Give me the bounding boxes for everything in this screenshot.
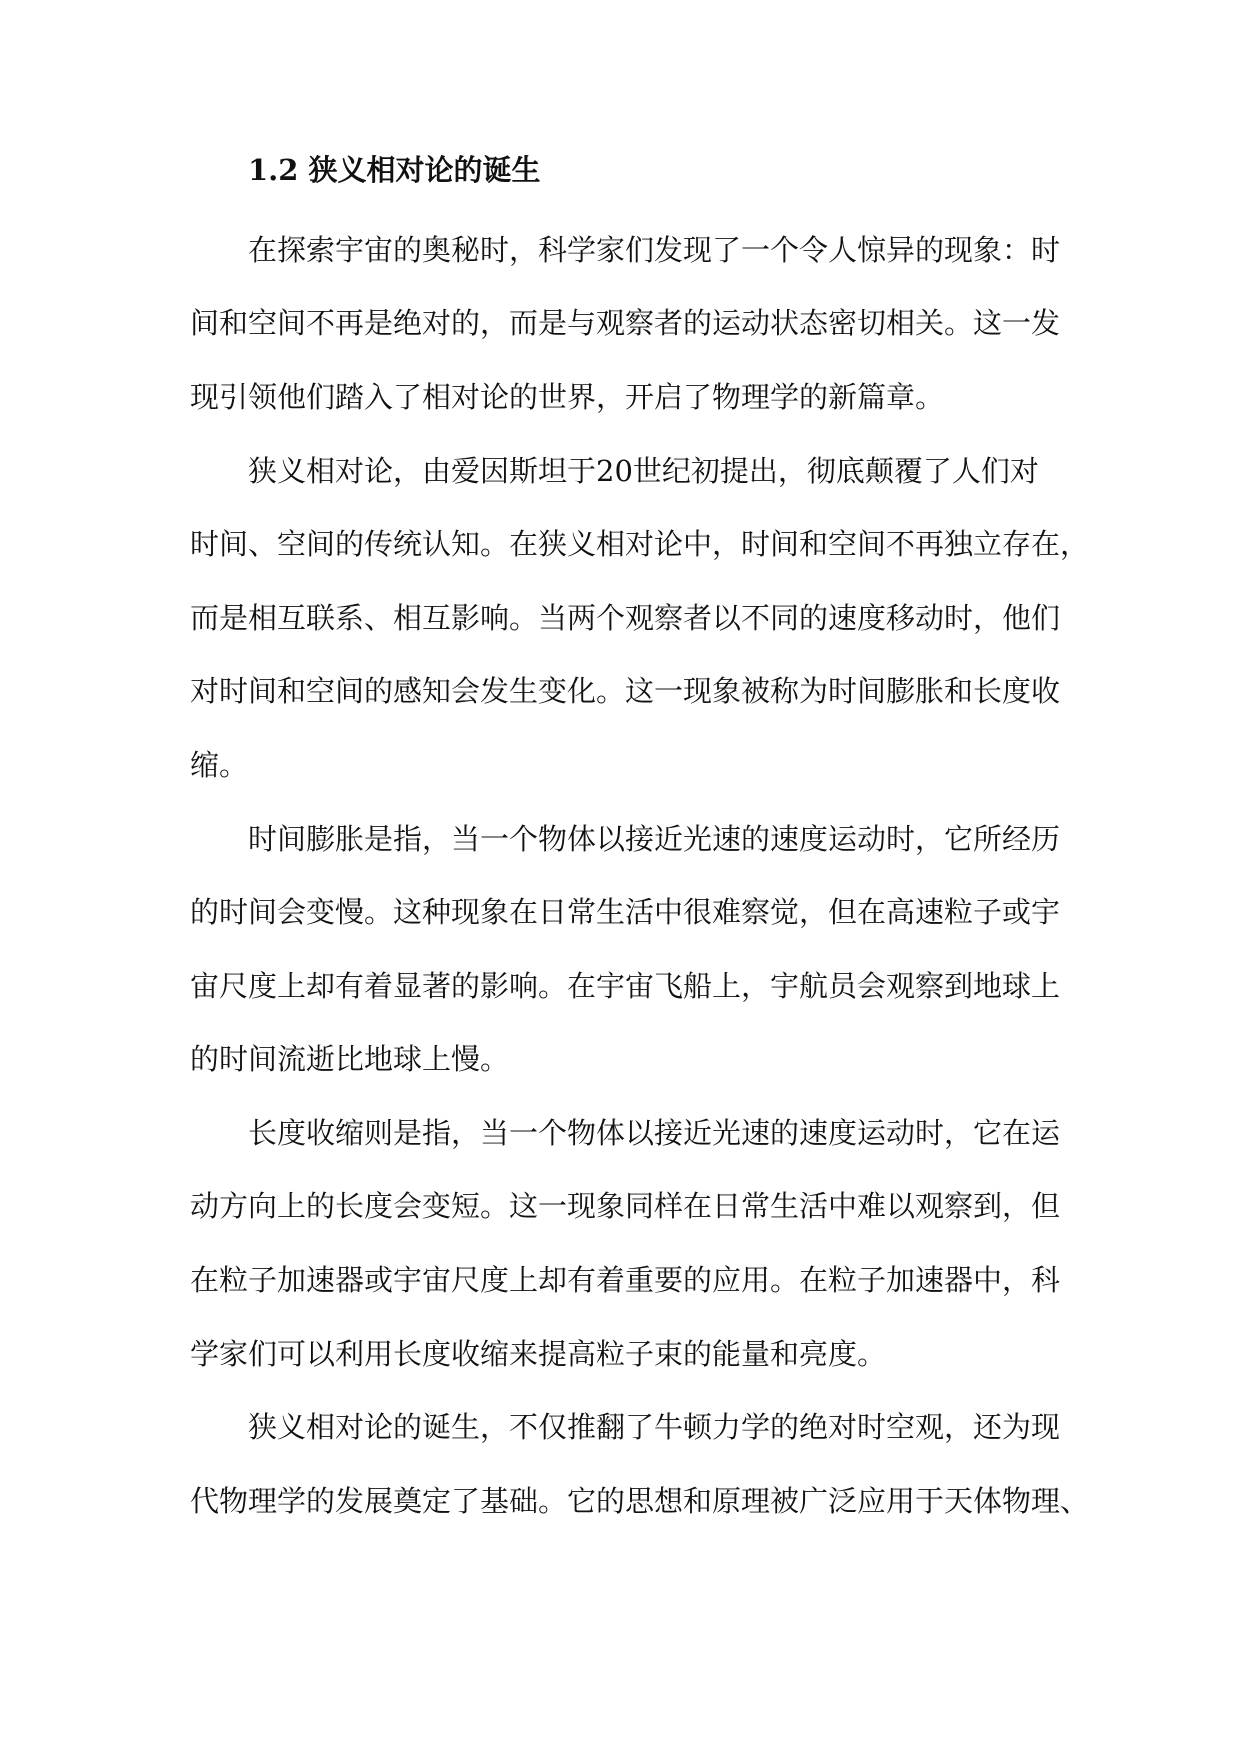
section-heading: 1.2 狭义相对论的诞生: [248, 153, 541, 187]
paragraph-line: 时间、空间的传统认知。在狭义相对论中，时间和空间不再独立存在，: [190, 527, 1090, 561]
paragraph-line: 狭义相对论的诞生，不仅推翻了牛顿力学的绝对时空观，还为现: [248, 1410, 1061, 1444]
paragraph-line: 在粒子加速器或宇宙尺度上却有着重要的应用。在粒子加速器中，科: [190, 1263, 1061, 1297]
paragraph-line: 的时间会变慢。这种现象在日常生活中很难察觉，但在高速粒子或宇: [190, 895, 1061, 929]
paragraph-line: 动方向上的长度会变短。这一现象同样在日常生活中难以观察到，但: [190, 1189, 1061, 1223]
paragraph-line: 的时间流逝比地球上慢。: [190, 1042, 510, 1076]
paragraph-line: 宙尺度上却有着显著的影响。在宇宙飞船上，宇航员会观察到地球上: [190, 969, 1061, 1003]
paragraph-line: 代物理学的发展奠定了基础。它的思想和原理被广泛应用于天体物理、: [190, 1484, 1090, 1518]
paragraph-line: 长度收缩则是指，当一个物体以接近光速的速度运动时，它在运: [248, 1116, 1061, 1150]
paragraph-line: 间和空间不再是绝对的，而是与观察者的运动状态密切相关。这一发: [190, 306, 1061, 340]
paragraph-line: 狭义相对论，由爱因斯坦于20世纪初提出，彻底颠覆了人们对: [248, 454, 1039, 488]
paragraph-line: 缩。: [190, 748, 249, 782]
paragraph-line: 而是相互联系、相互影响。当两个观察者以不同的速度移动时，他们: [190, 601, 1061, 635]
paragraph-line: 学家们可以利用长度收缩来提高粒子束的能量和亮度。: [190, 1337, 887, 1371]
paragraph-line: 在探索宇宙的奥秘时，科学家们发现了一个令人惊异的现象：时: [248, 233, 1061, 267]
paragraph-line: 对时间和空间的感知会发生变化。这一现象被称为时间膨胀和长度收: [190, 674, 1061, 708]
paragraph-line: 时间膨胀是指，当一个物体以接近光速的速度运动时，它所经历: [248, 822, 1061, 856]
paragraph-line: 现引领他们踏入了相对论的世界，开启了物理学的新篇章。: [190, 380, 945, 414]
